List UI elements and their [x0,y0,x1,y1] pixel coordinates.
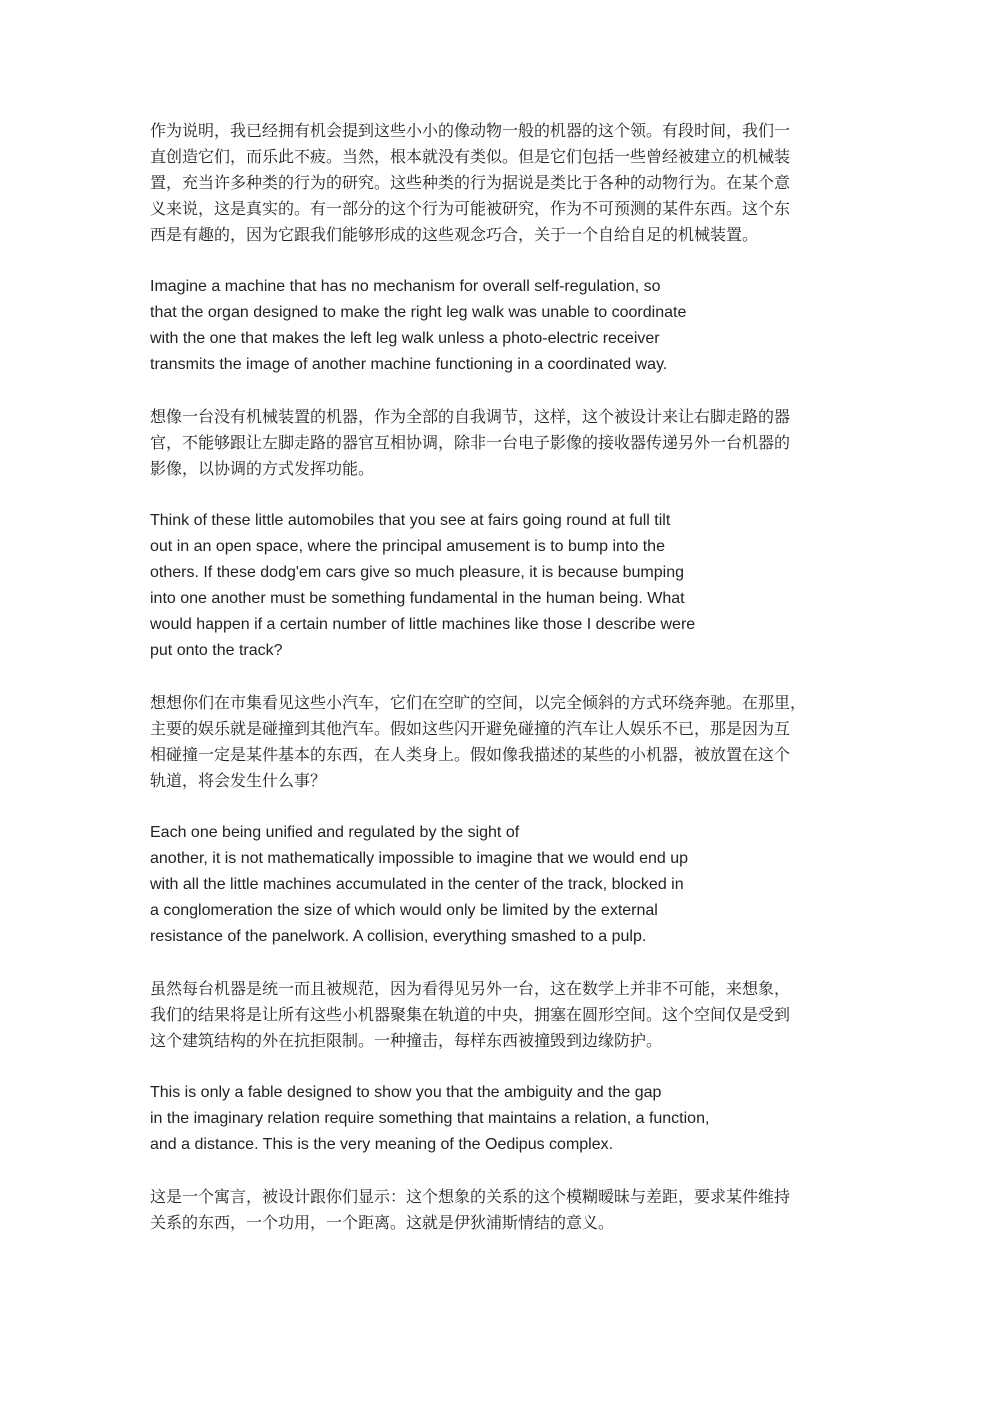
text-line: 关系的东西，一个功用，一个距离。这就是伊狄浦斯情结的意义。 [150,1213,615,1232]
text-line: 作为说明，我已经拥有机会提到这些小小的像动物一般的机器的这个领。有段时间，我们一 [150,121,791,140]
text-line: 想像一台没有机械装置的机器，作为全部的自我调节，这样，这个被设计来让右脚走路的器 [150,407,791,426]
text-line: in the imaginary relation require something that maintains a relation, a function, [150,1110,710,1127]
text-line: out in an open space, where the principal amusement is to bump into the [150,538,665,555]
text-line: resistance of the panelwork. A collision, everything smashed to a pulp. [150,928,647,945]
text-line: Each one being unified and regulated by the sight of [150,824,520,841]
text-line: 主要的娱乐就是碰撞到其他汽车。假如这些闪开避免碰撞的汽车让人娱乐不已，那是因为互 [150,719,791,738]
text-line: and a distance. This is the very meaning of the Oedipus complex. [150,1136,614,1153]
text-line: put onto the track? [150,642,283,659]
text-line: 虽然每台机器是统一而且被规范，因为看得见另外一台，这在数学上并非不可能，来想象， [150,979,791,998]
text-line: would happen if a certain number of little machines like those I describe were [150,616,696,633]
paragraph-gap [150,1158,850,1184]
text-line: 想想你们在市集看见这些小汽车，它们在空旷的空间，以完全倾斜的方式环绕奔驰。在那里， [150,693,807,712]
paragraph-gap [150,1054,850,1080]
text-line: Think of these little automobiles that you see at fairs going round at full tilt [150,512,671,529]
paragraph-gap [150,664,850,690]
paragraph-en-2 [150,508,850,664]
text-line: 这是一个寓言，被设计跟你们显示：这个想象的关系的这个模糊暧昧与差距，要求某件维持 [150,1187,791,1206]
text-line: 这个建筑结构的外在抗拒限制。一种撞击，每样东西被撞毁到边缘防护。 [150,1031,663,1050]
paragraph-en-3 [150,820,850,950]
text-line: others. If these dodg'em cars give so much pleasure, it is because bumping [150,564,685,581]
paragraph-zh-1 [150,118,850,248]
text-line: that the organ designed to make the right leg walk was unable to coordinate [150,304,687,321]
text-line: 西是有趣的，因为它跟我们能够形成的这些观念巧合，关于一个自给自足的机械装置。 [150,225,759,244]
text-line: transmits the image of another machine functioning in a coordinated way. [150,356,668,373]
paragraph-zh-3 [150,690,850,794]
paragraph-zh-2 [150,404,850,482]
paragraph-gap [150,248,850,274]
text-line: 官，不能够跟让左脚走路的器官互相协调，除非一台电子影像的接收器传递另外一台机器的 [150,433,791,452]
paragraph-gap [150,950,850,976]
text-line: 轨道，将会发生什么事？ [150,771,327,790]
text-line: 我们的结果将是让所有这些小机器聚集在轨道的中央，拥塞在圆形空间。这个空间仅是受到 [150,1005,791,1024]
text-line: with all the little machines accumulated in the center of the track, blocked in [150,876,684,893]
paragraph-en-1 [150,274,850,378]
text-line: This is only a fable designed to show you that the ambiguity and the gap [150,1084,662,1101]
text-line: 直创造它们，而乐此不疲。当然，根本就没有类似。但是它们包括一些曾经被建立的机械装 [150,147,791,166]
text-line: a conglomeration the size of which would only be limited by the external [150,902,658,919]
text-line: into one another must be something fundamental in the human being. What [150,590,685,607]
text-line: Imagine a machine that has no mechanism for overall self-regulation, so [150,278,661,295]
paragraph-gap [150,794,850,820]
paragraph-zh-4 [150,976,850,1054]
text-line: 相碰撞一定是某件基本的东西，在人类身上。假如像我描述的某些的小机器，被放置在这个 [150,745,791,764]
text-line: 影像，以协调的方式发挥功能。 [150,459,375,478]
paragraph-en-4 [150,1080,850,1158]
paragraph-zh-5 [150,1184,850,1236]
document-body [150,118,850,1236]
text-line: 置，充当许多种类的行为的研究。这些种类的行为据说是类比于各种的动物行为。在某个意 [150,173,791,192]
paragraph-gap [150,378,850,404]
text-line: with the one that makes the left leg walk unless a photo-electric receiver [150,330,660,347]
paragraph-gap [150,482,850,508]
text-line: another, it is not mathematically impossible to imagine that we would end up [150,850,689,867]
text-line: 义来说，这是真实的。有一部分的这个行为可能被研究，作为不可预测的某件东西。这个东 [150,199,791,218]
